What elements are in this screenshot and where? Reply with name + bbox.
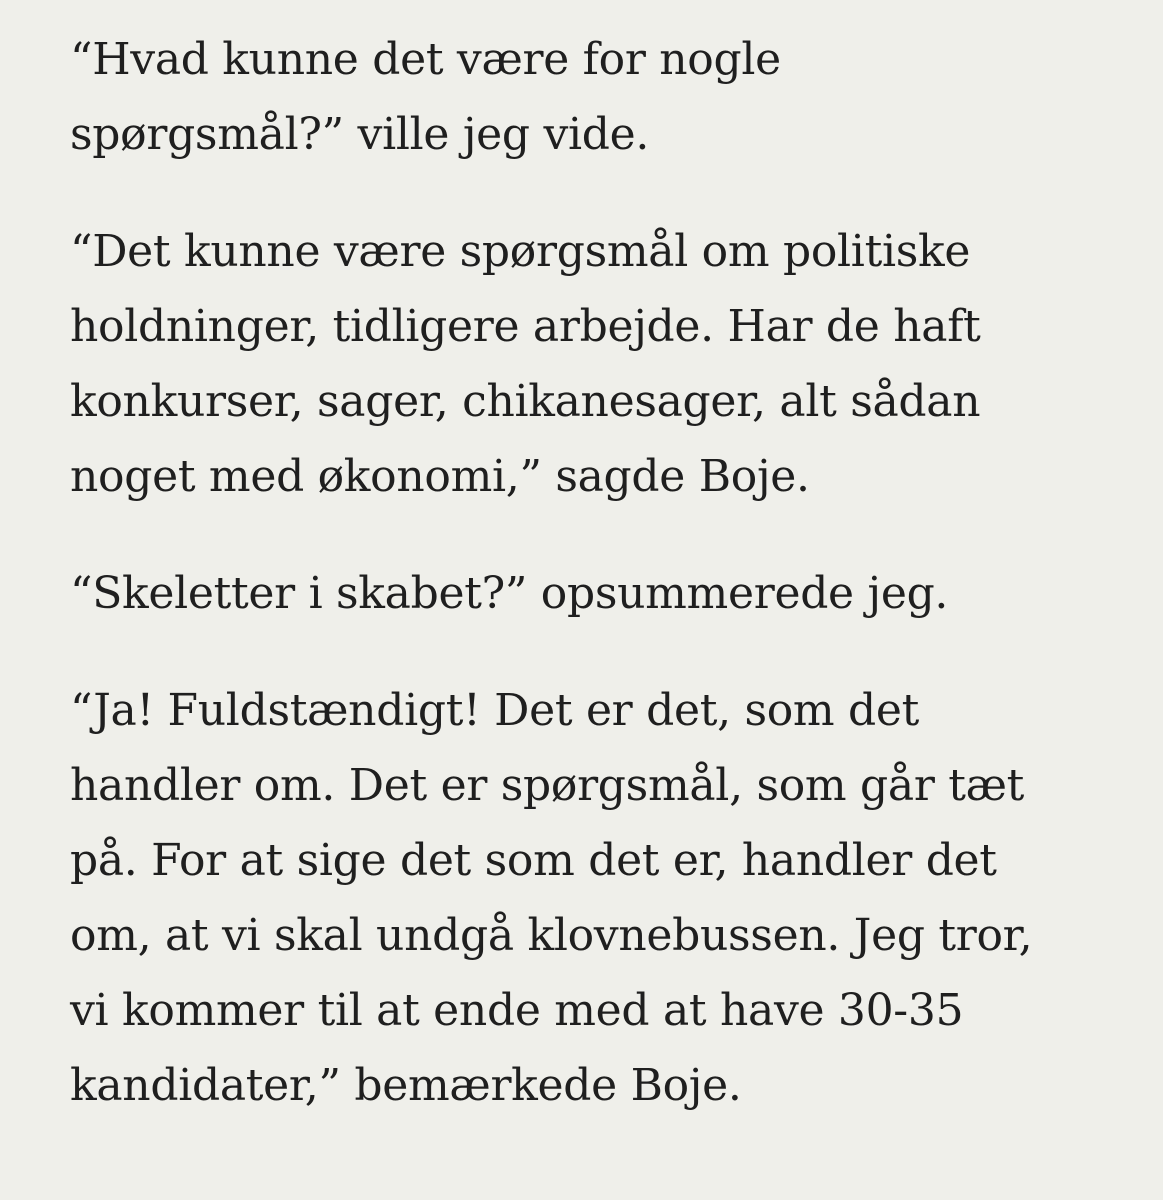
text-line: “Det kunne være spørgsmål om politiske [70,226,971,277]
text-line: “Hvad kunne det være for nogle [70,34,781,85]
paragraph [70,22,1130,172]
paragraph [70,556,1130,631]
text-line: handler om. Det er spørgsmål, som går tæt [70,760,1025,811]
text-line: “Skeletter i skabet?” opsummerede jeg. [70,568,949,619]
article-body [70,22,1130,1165]
text-line: på. For at sige det som det er, handler det [70,835,997,886]
text-line: holdninger, tidligere arbejde. Har de haft [70,301,981,352]
text-line: vi kommer til at ende med at have 30-35 [70,985,964,1036]
text-line: om, at vi skal undgå klovnebussen. Jeg tror, [70,910,1033,961]
text-line: spørgsmål?” ville jeg vide. [70,109,650,160]
paragraph [70,214,1130,514]
text-line: “Ja! Fuldstændigt! Det er det, som det [70,685,920,736]
text-line: noget med økonomi,” sagde Boje. [70,451,810,502]
paragraph [70,673,1130,1123]
text-line: konkurser, sager, chikanesager, alt sådan [70,376,981,427]
text-line: kandidater,” bemærkede Boje. [70,1060,742,1111]
